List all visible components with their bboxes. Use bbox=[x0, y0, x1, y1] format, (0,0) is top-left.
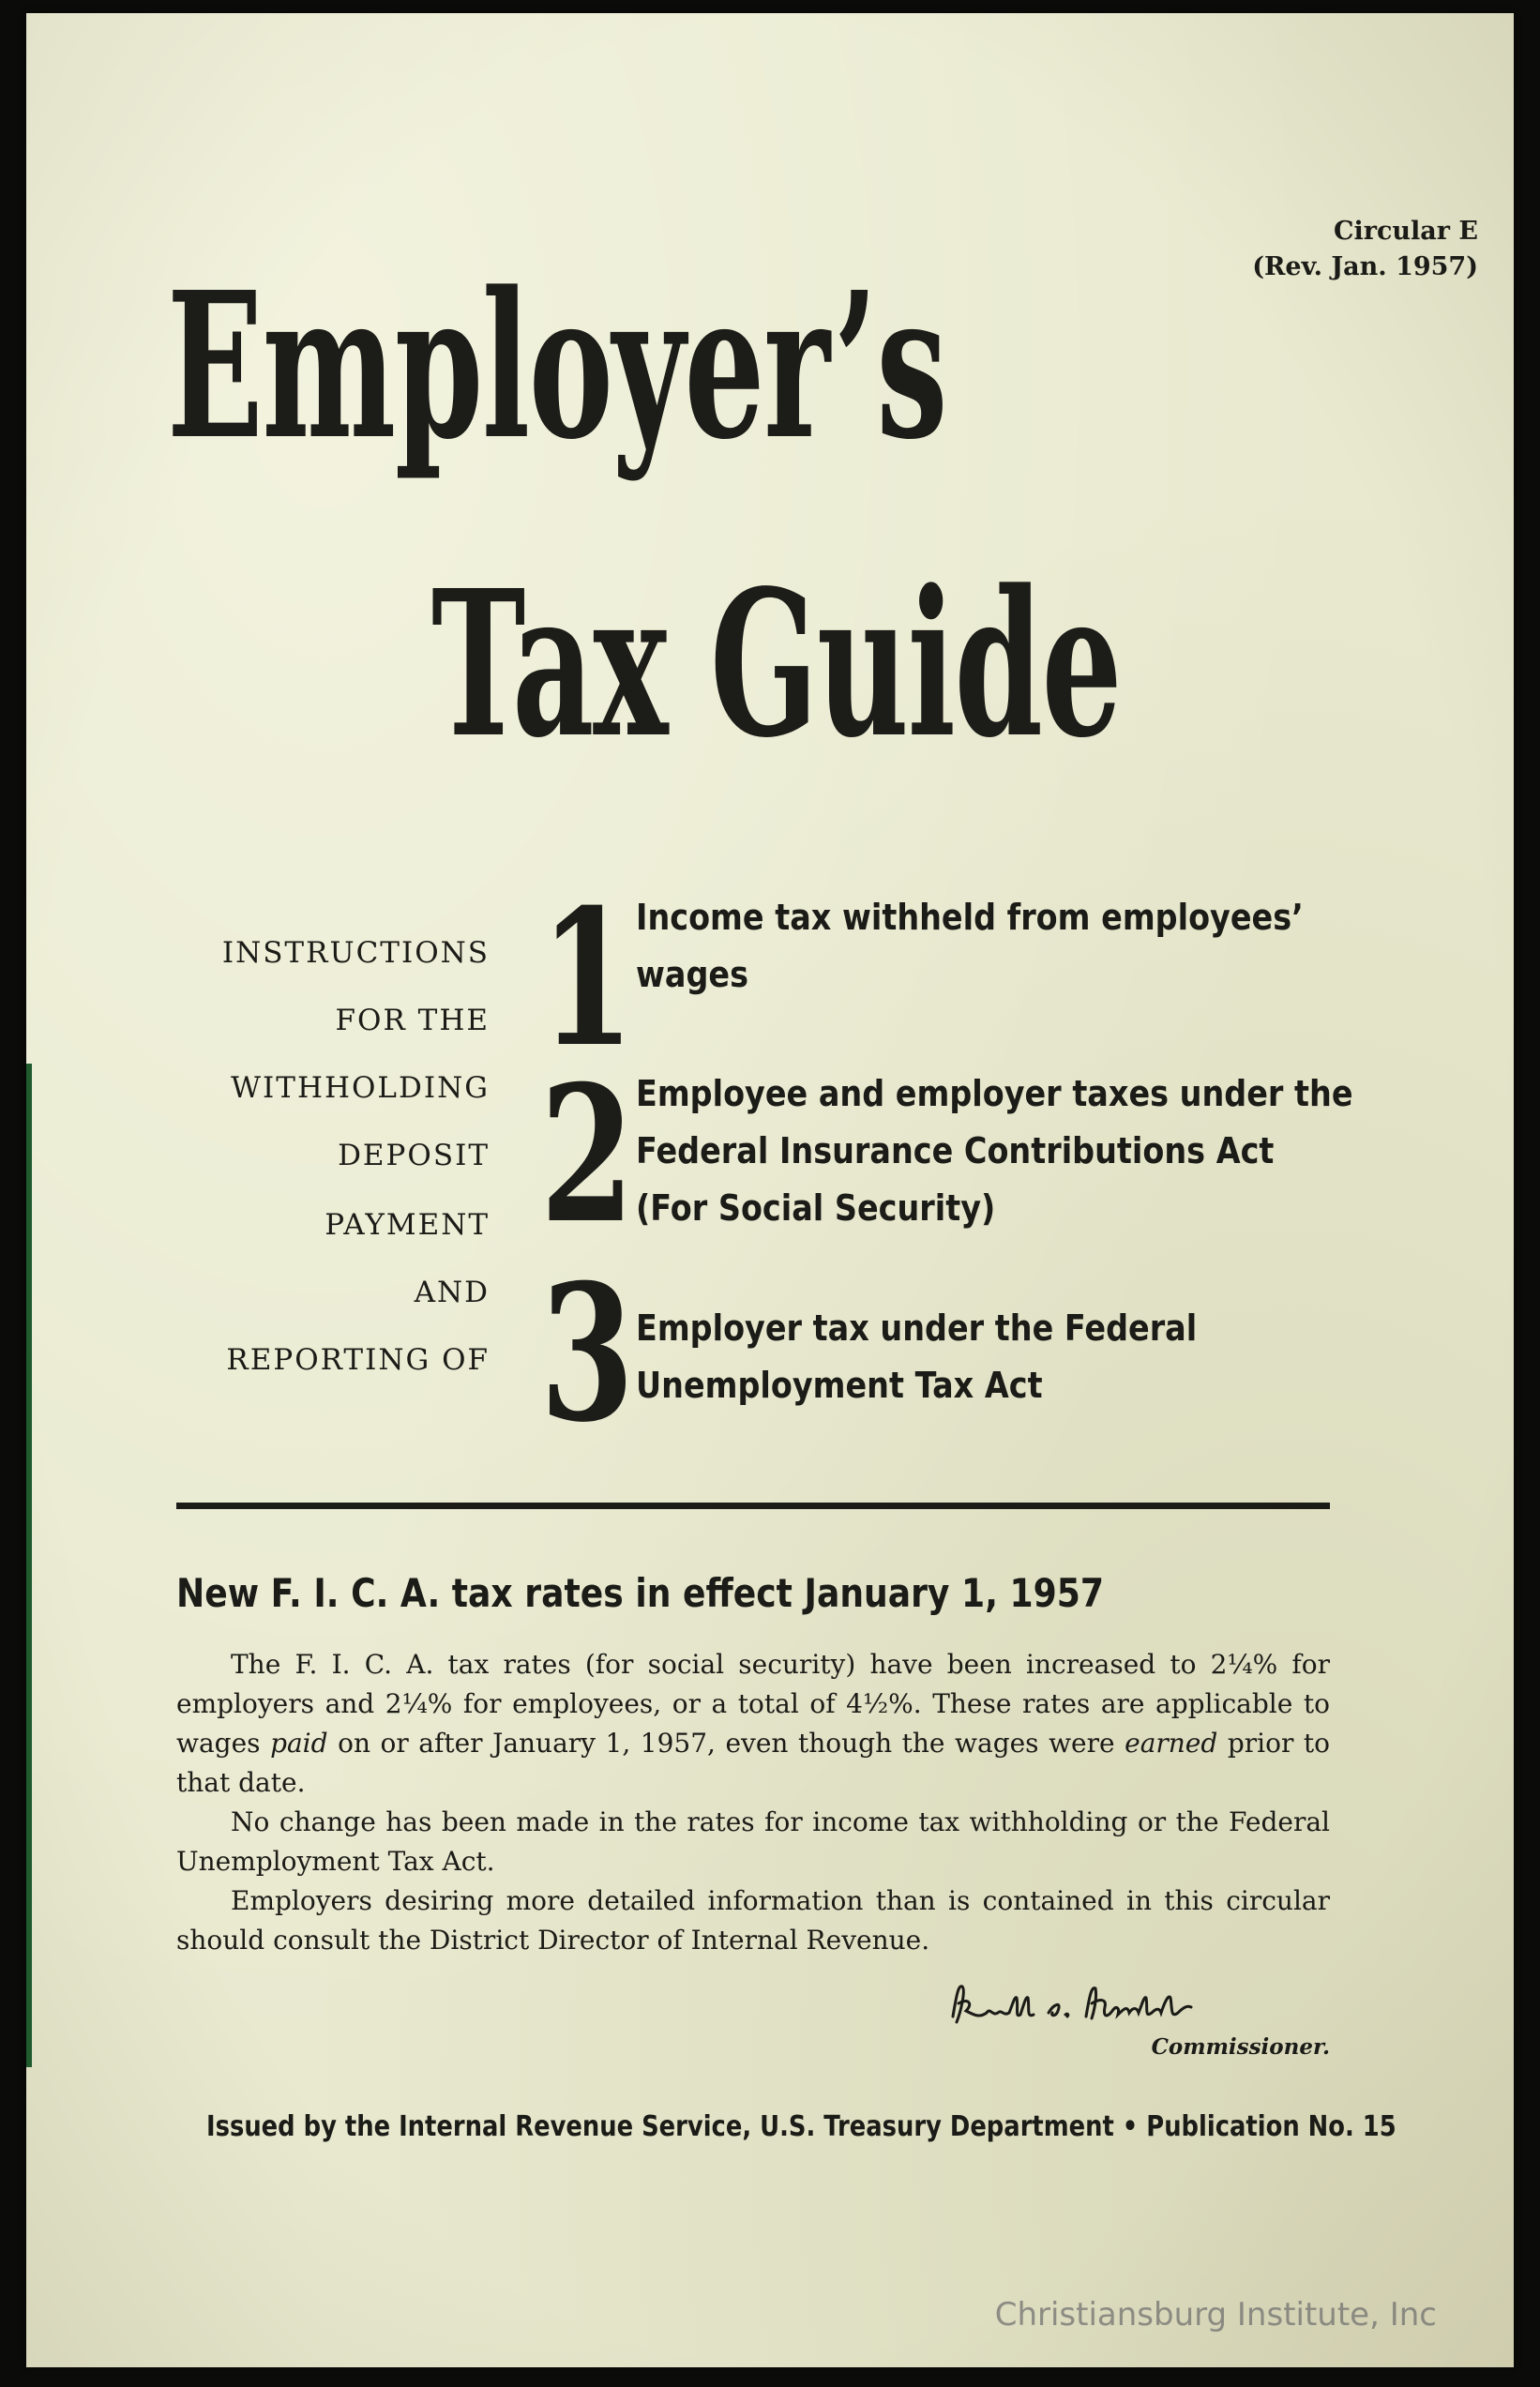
issued-by-footer: Issued by the Internal Revenue Service, U.S. Treasury Department • Publication No. 15 bbox=[206, 2110, 1397, 2143]
commissioner-title: Commissioner. bbox=[1151, 2034, 1330, 2060]
item-line: Employee and employer taxes under the bbox=[636, 1073, 1353, 1114]
item-line: Unemployment Tax Act bbox=[636, 1365, 1043, 1406]
archive-watermark: Christiansburg Institute, Inc bbox=[994, 2296, 1437, 2334]
instruction-word: WITHHOLDING bbox=[231, 1071, 490, 1105]
item-number: 2 bbox=[540, 1045, 635, 1265]
item-description bbox=[636, 1065, 1379, 1237]
instruction-word: INSTRUCTIONS bbox=[221, 936, 490, 970]
fica-paragraph-1: The F. I. C. A. tax rates (for social security) have been increased to 2¼% for employers and 2¼% for employees, or a total of 4½%. These rates are applicable to wages paid on or after January 1, 1957, even though the wages were earned prior to that date. bbox=[176, 1649, 1330, 1798]
item-line: (For Social Security) bbox=[636, 1187, 996, 1229]
instruction-word: FOR THE bbox=[335, 1004, 490, 1037]
item-line: Employer tax under the Federal bbox=[636, 1307, 1198, 1349]
item-line: Federal Insurance Contributions Act bbox=[636, 1130, 1275, 1171]
circular-number: Circular E bbox=[1334, 217, 1478, 246]
commissioner-signature bbox=[945, 1975, 1199, 2035]
item-number: 3 bbox=[540, 1244, 635, 1464]
document-page bbox=[26, 13, 1514, 2367]
circular-label bbox=[1252, 214, 1478, 285]
divider-rule bbox=[176, 1503, 1330, 1509]
fica-paragraph-3: Employers desiring more detailed information than is contained in this circular should consult the District Director of Internal Revenue. bbox=[176, 1885, 1330, 1956]
title-line-1: Employer’s bbox=[167, 249, 947, 484]
item-line: wages bbox=[636, 954, 748, 995]
fica-heading: New F. I. C. A. tax rates in effect January 1, 1957 bbox=[176, 1570, 1105, 1616]
instruction-word: AND bbox=[414, 1276, 490, 1309]
instruction-word: REPORTING OF bbox=[226, 1343, 490, 1377]
fica-body bbox=[176, 1645, 1330, 1960]
title-line-2: Tax Guide bbox=[431, 547, 1122, 782]
item-line: Income tax withheld from employees’ bbox=[636, 897, 1304, 938]
fica-paragraph-2: No change has been made in the rates for income tax withholding or the Federal Unemployment Tax Act. bbox=[176, 1806, 1330, 1877]
instruction-word: PAYMENT bbox=[325, 1208, 490, 1242]
instruction-word: DEPOSIT bbox=[338, 1139, 490, 1172]
item-description bbox=[636, 1300, 1379, 1414]
binding-edge bbox=[26, 1064, 32, 2067]
item-description bbox=[636, 889, 1379, 1004]
item-number: 1 bbox=[540, 869, 635, 1089]
circular-revision: (Rev. Jan. 1957) bbox=[1252, 252, 1478, 281]
